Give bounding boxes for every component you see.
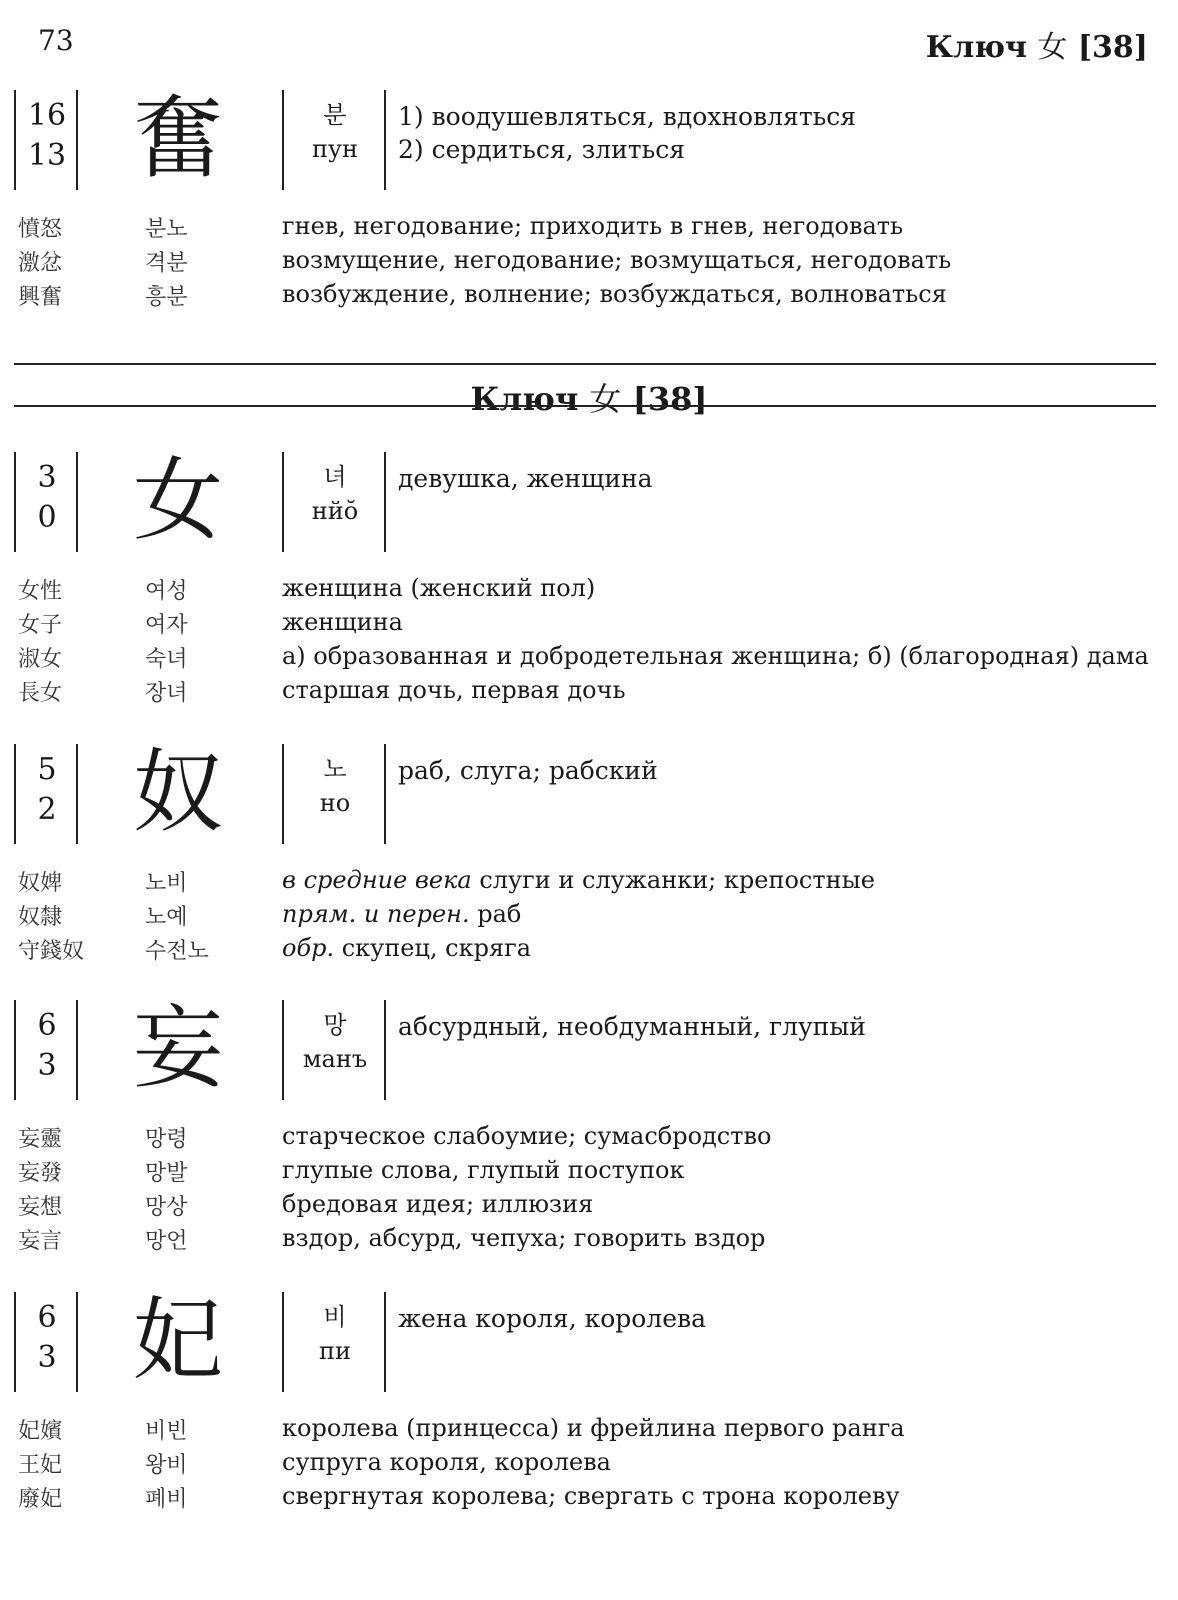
compound-hangul: 장녀 <box>145 681 188 706</box>
usage-note: прям. и перен. <box>282 900 470 928</box>
compound-hanja: 女性 <box>18 579 63 604</box>
compound-definition <box>282 676 626 704</box>
reading <box>290 1300 380 1368</box>
compound-list <box>0 212 1178 314</box>
section-title-radical: 女 <box>589 380 622 418</box>
reading-cyrillic: пи <box>319 1337 351 1365</box>
meaning-line: раб, слуга; рабский <box>398 756 658 785</box>
entry-divider <box>282 90 284 190</box>
reading-hangul: 녀 <box>323 463 347 491</box>
compound-row <box>0 900 1178 934</box>
stroke-count-extra: 3 <box>37 1340 57 1375</box>
meaning-line: девушка, женщина <box>398 464 653 493</box>
page-number: 73 <box>38 24 74 57</box>
compound-hanja: 憤怒 <box>18 217 63 242</box>
compound-definition <box>282 574 595 602</box>
compound-hangul: 왕비 <box>145 1453 188 1478</box>
compound-row <box>0 934 1178 968</box>
entry-divider <box>384 452 386 552</box>
compound-hangul: 수전노 <box>145 939 209 964</box>
reading-cyrillic: манъ <box>302 1045 368 1073</box>
compound-hangul: 여자 <box>145 613 188 638</box>
headword-character: 妃 <box>133 1288 223 1393</box>
reading-cyrillic: но <box>319 789 351 817</box>
entry-divider <box>14 90 16 190</box>
compound-row <box>0 1224 1178 1258</box>
dictionary-entry <box>0 740 1178 964</box>
compound-hangul: 폐비 <box>145 1487 188 1512</box>
section-top-rule <box>14 363 1156 365</box>
compound-hanja: 奴隸 <box>18 905 63 930</box>
definition-text: королева (принцесса) и фрейлина первого ранга <box>282 1414 905 1442</box>
entry-divider <box>76 90 78 190</box>
definition-text: слуги и служанки; крепостные <box>471 866 875 894</box>
dictionary-entry <box>0 86 1178 310</box>
stroke-counts <box>22 96 72 176</box>
meanings <box>398 462 653 495</box>
meaning-line: 1) воодушевляться, вдохновляться <box>398 102 857 131</box>
compound-list <box>0 574 1178 710</box>
section-bottom-rule <box>14 405 1156 407</box>
section-title-number: [38] <box>621 380 708 418</box>
stroke-count-extra: 3 <box>37 1048 57 1083</box>
compound-hanja: 守錢奴 <box>18 939 85 964</box>
headword-character: 女 <box>133 448 223 553</box>
stroke-count-extra: 2 <box>37 792 57 827</box>
compound-row <box>0 1482 1178 1516</box>
reading <box>290 752 380 820</box>
compound-hanja: 激忿 <box>18 251 63 276</box>
compound-row <box>0 866 1178 900</box>
compound-hangul: 비빈 <box>145 1419 188 1444</box>
entry-header <box>0 1288 1178 1394</box>
compound-row <box>0 1156 1178 1190</box>
entry-divider <box>384 1292 386 1392</box>
compound-definition <box>282 608 403 636</box>
meaning-line: жена короля, королева <box>398 1304 706 1333</box>
entry-header <box>0 448 1178 554</box>
compound-hanja: 妃嬪 <box>18 1419 63 1444</box>
compound-list <box>0 1414 1178 1516</box>
compound-hanja: 長女 <box>18 681 63 706</box>
compound-list <box>0 866 1178 968</box>
compound-definition <box>282 280 947 308</box>
compound-row <box>0 1122 1178 1156</box>
reading <box>290 98 380 166</box>
compound-definition <box>282 212 903 240</box>
entry-divider <box>14 1292 16 1392</box>
compound-definition <box>282 1482 900 1510</box>
compound-definition <box>282 1122 771 1150</box>
definition-text: старческое слабоумие; сумасбродство <box>282 1122 772 1150</box>
compound-hangul: 격분 <box>145 251 188 276</box>
compound-hanja: 興奮 <box>18 285 63 310</box>
compound-hanja: 妄言 <box>18 1229 63 1254</box>
definition-text: раб <box>469 900 522 928</box>
compound-list <box>0 1122 1178 1258</box>
definition-text: возмущение, негодование; возмущаться, негодовать <box>282 246 952 274</box>
stroke-count-total: 5 <box>37 752 57 787</box>
compound-hangul: 망상 <box>145 1195 188 1220</box>
entry-divider <box>384 1000 386 1100</box>
dictionary-entry <box>0 996 1178 1254</box>
running-head <box>926 22 1148 66</box>
stroke-counts <box>22 1298 72 1378</box>
meaning-line: абсурдный, необдуманный, глупый <box>398 1012 866 1041</box>
dictionary-entry <box>0 448 1178 706</box>
definition-text: старшая дочь, первая дочь <box>282 676 626 704</box>
section-title <box>0 374 1178 420</box>
compound-row <box>0 246 1178 280</box>
entry-divider <box>282 1292 284 1392</box>
compound-definition <box>282 642 1149 670</box>
reading <box>290 460 380 528</box>
compound-definition <box>282 1190 593 1218</box>
reading <box>290 1008 380 1076</box>
entry-divider <box>76 1292 78 1392</box>
compound-row <box>0 676 1178 710</box>
headword-character: 妄 <box>133 996 223 1101</box>
compound-hangul: 망령 <box>145 1127 188 1152</box>
running-head-number: [38] <box>1067 30 1148 65</box>
reading-cyrillic: нйŏ <box>311 497 359 525</box>
compound-definition <box>282 1156 684 1184</box>
compound-row <box>0 574 1178 608</box>
entry-divider <box>14 452 16 552</box>
compound-hanja: 妄靈 <box>18 1127 63 1152</box>
compound-hanja: 女子 <box>18 613 63 638</box>
compound-row <box>0 1414 1178 1448</box>
compound-definition <box>282 900 521 928</box>
entry-divider <box>282 744 284 844</box>
compound-hangul: 분노 <box>145 217 188 242</box>
definition-text: гнев, негодование; приходить в гнев, негодовать <box>282 212 904 240</box>
meanings <box>398 100 856 166</box>
compound-row <box>0 608 1178 642</box>
entry-header <box>0 740 1178 846</box>
definition-text: свергнутая королева; свергать с трона королеву <box>282 1482 900 1510</box>
definition-text: возбуждение, волнение; возбуждаться, волноваться <box>282 280 947 308</box>
headword-character: 奮 <box>133 86 223 191</box>
entry-divider <box>282 1000 284 1100</box>
definition-text: женщина <box>282 608 403 636</box>
running-head-radical: 女 <box>1037 30 1068 65</box>
compound-hangul: 망언 <box>145 1229 188 1254</box>
page-header <box>0 0 1178 90</box>
compound-hangul: 숙녀 <box>145 647 188 672</box>
compound-hangul: 흥분 <box>145 285 188 310</box>
entry-divider <box>76 452 78 552</box>
compound-row <box>0 212 1178 246</box>
definition-text: глупые слова, глупый поступок <box>282 1156 685 1184</box>
definition-text: вздор, абсурд, чепуха; говорить вздор <box>282 1224 766 1252</box>
compound-row <box>0 1448 1178 1482</box>
compound-definition <box>282 246 951 274</box>
compound-hangul: 망발 <box>145 1161 188 1186</box>
compound-definition <box>282 934 531 962</box>
entry-divider <box>76 1000 78 1100</box>
running-head-prefix: Ключ <box>925 30 1038 65</box>
compound-row <box>0 280 1178 314</box>
reading-hangul: 노 <box>323 755 347 783</box>
reading-cyrillic: пун <box>311 135 359 163</box>
stroke-counts <box>22 750 72 830</box>
compound-hanja: 王妃 <box>18 1453 63 1478</box>
entry-divider <box>76 744 78 844</box>
entry-divider <box>384 744 386 844</box>
meanings <box>398 754 658 787</box>
section-title-prefix: Ключ <box>470 380 590 418</box>
entry-divider <box>14 744 16 844</box>
stroke-counts <box>22 1006 72 1086</box>
entry-divider <box>14 1000 16 1100</box>
meaning-line: 2) сердиться, злиться <box>398 135 685 164</box>
compound-row <box>0 1190 1178 1224</box>
compound-definition <box>282 866 875 894</box>
usage-note: обр. <box>282 934 335 962</box>
entry-header <box>0 86 1178 192</box>
stroke-counts <box>22 458 72 538</box>
definition-text: скупец, скряга <box>334 934 532 962</box>
compound-hanja: 奴婢 <box>18 871 63 896</box>
entry-divider <box>384 90 386 190</box>
reading-hangul: 비 <box>323 1303 347 1331</box>
definition-text: а) образованная и добродетельная женщина; б) (благородная) дама <box>282 642 1149 670</box>
compound-definition <box>282 1448 611 1476</box>
compound-definition <box>282 1224 765 1252</box>
reading-hangul: 분 <box>323 101 347 129</box>
compound-hanja: 廢妃 <box>18 1487 63 1512</box>
entry-header <box>0 996 1178 1102</box>
compound-hanja: 妄發 <box>18 1161 63 1186</box>
stroke-count-extra: 0 <box>37 500 57 535</box>
usage-note: в средние века <box>282 866 472 894</box>
stroke-count-total: 16 <box>27 98 67 133</box>
headword-character: 奴 <box>133 740 223 845</box>
stroke-count-total: 6 <box>37 1008 57 1043</box>
meanings <box>398 1010 866 1043</box>
compound-row <box>0 642 1178 676</box>
compound-hanja: 妄想 <box>18 1195 63 1220</box>
stroke-count-total: 3 <box>37 460 57 495</box>
definition-text: супруга короля, королева <box>282 1448 611 1476</box>
compound-definition <box>282 1414 905 1442</box>
stroke-count-total: 6 <box>37 1300 57 1335</box>
stroke-count-extra: 13 <box>27 138 67 173</box>
compound-hangul: 노비 <box>145 871 188 896</box>
compound-hanja: 淑女 <box>18 647 63 672</box>
compound-hangul: 노예 <box>145 905 188 930</box>
definition-text: женщина (женский пол) <box>282 574 596 602</box>
compound-hangul: 여성 <box>145 579 188 604</box>
dictionary-entry <box>0 1288 1178 1512</box>
meanings <box>398 1302 706 1335</box>
reading-hangul: 망 <box>323 1011 347 1039</box>
definition-text: бредовая идея; иллюзия <box>282 1190 594 1218</box>
entry-divider <box>282 452 284 552</box>
